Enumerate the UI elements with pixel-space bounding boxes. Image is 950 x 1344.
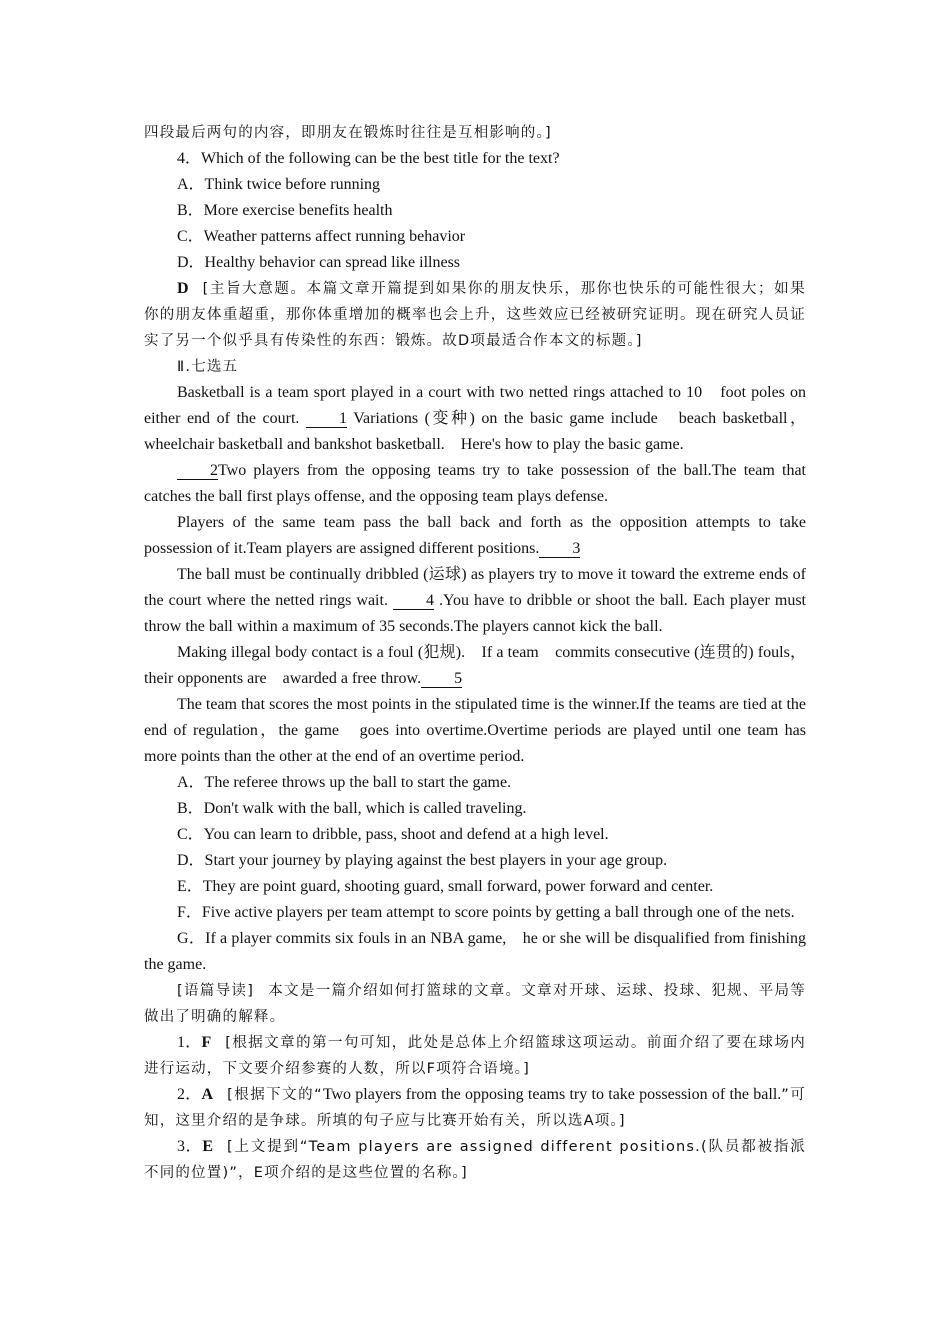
answer-explanation: ”可知，这里介绍的是争球。所填的句子应与比赛开始有关，所以选A项。] bbox=[144, 1087, 806, 1129]
choice-c: C．You can learn to dribble, pass, shoot and defend at a high level. bbox=[177, 826, 609, 843]
q4-option-d: D．Healthy behavior can spread like illness bbox=[177, 254, 461, 271]
passage-text: Players of the same team pass the ball back and forth as the opposition attempts to take possession of it.Team players are assigned different positions. bbox=[144, 514, 806, 557]
answer-1 bbox=[144, 1030, 806, 1082]
answer-letter: E bbox=[202, 1138, 213, 1155]
q4-answer-explanation: [主旨大意题。本篇文章开篇提到如果你的朋友快乐，那你也快乐的可能性很大；如果你的朋友体重超重，那你体重增加的概率也会上升，这些效应已经被研究证明。现在研究人员证实了另一个似乎具有传染性的东西：锻炼。故D项最适合作本文的标题。] bbox=[144, 281, 806, 349]
passage-text: The ball must be continually dribbled (运球) as players try to move it toward the extreme ends of the court where the netted rings wait. bbox=[144, 566, 806, 609]
previous-answer-tail: 四段最后两句的内容，即朋友在锻炼时往往是互相影响的。] bbox=[144, 125, 552, 141]
answer-3 bbox=[144, 1134, 806, 1186]
blank-2: 2 bbox=[177, 462, 218, 480]
answer-number: 3． bbox=[177, 1138, 203, 1155]
passage-paragraph-3 bbox=[144, 510, 806, 562]
answer-explanation: [根据下文的“ bbox=[227, 1087, 323, 1103]
passage-paragraph-5 bbox=[144, 640, 806, 692]
q4-option-b: B．More exercise benefits health bbox=[177, 202, 393, 219]
answer-explanation: [上文提到“Team players are assigned different positions.(队员都被指派不同的位置)”，E项介绍的是这些位置的名称。] bbox=[144, 1139, 806, 1181]
blank-3: 3 bbox=[539, 540, 580, 558]
guide-label: [语篇导读] bbox=[177, 983, 255, 999]
blank-5: 5 bbox=[421, 670, 462, 688]
blank-1: 1 bbox=[306, 410, 347, 428]
choice-b: B．Don't walk with the ball, which is called traveling. bbox=[177, 800, 527, 817]
choice-e: E．They are point guard, shooting guard, small forward, power forward and center. bbox=[177, 878, 714, 895]
question-4: 4．Which of the following can be the best title for the text? bbox=[177, 150, 560, 167]
answer-2 bbox=[144, 1082, 806, 1134]
passage-text: Two players from the opposing teams try to take possession of the ball.The team that catches the ball first plays offense, and the opposing team plays defense. bbox=[144, 462, 806, 505]
answer-number: 1． bbox=[177, 1034, 202, 1051]
answer-number: 2． bbox=[177, 1086, 202, 1103]
passage-paragraph-2 bbox=[144, 458, 806, 510]
choice-d: D．Start your journey by playing against the best players in your age group. bbox=[177, 852, 668, 869]
passage-text: .You have to dribble or shoot the ball. Each player must throw the ball within a maximum of 35 seconds.The players cannot kick the ball. bbox=[144, 592, 807, 635]
q4-answer-letter: D bbox=[177, 280, 189, 297]
document-page bbox=[144, 120, 806, 1186]
answer-explanation: [根据文章的第一句可知，此处是总体上介绍篮球这项运动。前面介绍了要在球场内进行运动，下文要介绍参赛的人数，所以F项符合语境。] bbox=[144, 1035, 806, 1077]
q4-option-c: C．Weather patterns affect running behavior bbox=[177, 228, 466, 245]
section-title: Ⅱ.七选五 bbox=[177, 359, 239, 375]
passage-guide bbox=[144, 978, 806, 1030]
passage-paragraph-4 bbox=[144, 562, 806, 640]
passage-text: Making illegal body contact is a foul (犯规). If a team commits consecutive (连贯的) fouls，their opponents are awarded a free throw. bbox=[144, 644, 806, 687]
passage-text: Variations (变种) on the basic game include beach basketball，wheelchair basketball and bankshot basketball. Here's how to play the basic game. bbox=[144, 410, 806, 453]
answer-quote: Two players from the opposing teams try to take possession of the ball. bbox=[322, 1086, 782, 1103]
q4-answer bbox=[144, 276, 806, 354]
q4-option-a: A．Think twice before running bbox=[177, 176, 381, 193]
choice-a: A．The referee throws up the ball to start the game. bbox=[177, 774, 512, 791]
passage-text: Basketball is a team sport played in a court with two netted rings attached to 10 foot poles on either end of the court. bbox=[144, 384, 806, 427]
passage-paragraph-6: The team that scores the most points in the stipulated time is the winner.If the teams are tied at the end of regulation，the game goes into overtime.Overtime periods are played until one team has more points than the other at the end of an overtime period. bbox=[144, 696, 806, 765]
blank-4: 4 bbox=[393, 592, 434, 610]
choice-g: G．If a player commits six fouls in an NBA game, he or she will be disqualified from finishing the game. bbox=[144, 930, 806, 973]
choice-f: F．Five active players per team attempt to score points by getting a ball through one of the nets. bbox=[177, 904, 795, 921]
answer-letter: F bbox=[201, 1034, 212, 1051]
guide-text: 本文是一篇介绍如何打篮球的文章。文章对开球、运球、投球、犯规、平局等做出了明确的解释。 bbox=[144, 983, 807, 1025]
passage-paragraph-1 bbox=[144, 380, 806, 458]
answer-letter: A bbox=[201, 1086, 214, 1103]
